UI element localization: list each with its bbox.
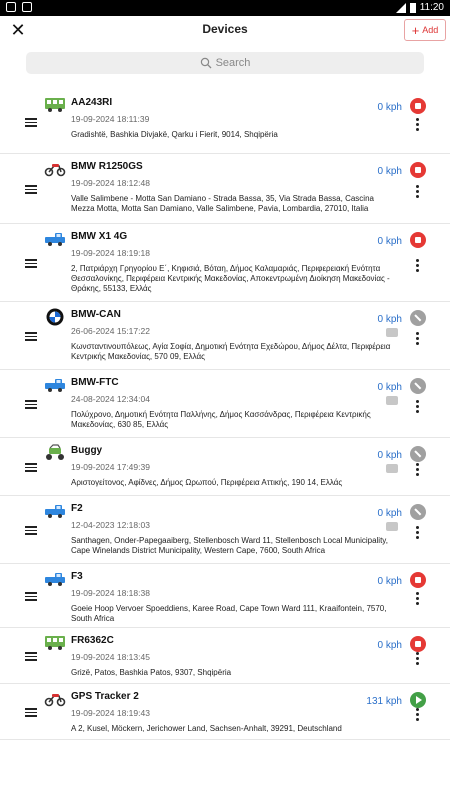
app-header (0, 16, 450, 44)
engine-icon (386, 328, 398, 337)
search-input[interactable] (26, 52, 424, 74)
device-timestamp: 19-09-2024 17:49:39 (71, 462, 150, 472)
device-speed: 0 kph (377, 102, 402, 113)
device-timestamp: 24-08-2024 12:34:04 (71, 394, 150, 404)
device-address: A 2, Kusel, Möckern, Jerichower Land, Sachsen-Anhalt, 39291, Deutschland (71, 724, 342, 733)
device-row[interactable] (0, 370, 450, 438)
battery-icon (410, 3, 416, 13)
bmw-logo-icon (44, 308, 66, 326)
device-speed: 131 kph (366, 696, 402, 707)
device-row[interactable] (0, 154, 450, 224)
device-timestamp: 12-04-2023 12:18:03 (71, 520, 150, 530)
pickup-icon (44, 502, 66, 520)
status-right (396, 2, 444, 13)
drag-handle-icon[interactable] (25, 592, 37, 601)
pickup-icon (44, 376, 66, 394)
device-name: F2 (71, 503, 83, 514)
more-options-icon[interactable] (416, 400, 420, 414)
device-address: Πολύχρονο, Δημοτική Ενότητα Παλλήνης, Δήμος Κασσάνδρας, Περιφέρεια Κεντρικής Μακεδονίας, 630 85, Ελλάς (71, 410, 371, 429)
device-address: Valle Salimbene - Motta San Damiano - Strada Bassa, 35, Via Strada Bassa, Cascina Mezza Motta, Motta San Damiano, Valle Salimbene, Pavia, Lombardia, 27010, Italia (71, 194, 374, 213)
device-name: AA243RI (71, 97, 113, 108)
more-options-icon[interactable] (416, 652, 420, 666)
offline-status-icon (410, 310, 426, 326)
drag-handle-icon[interactable] (25, 463, 37, 472)
offline-status-icon (410, 446, 426, 462)
device-address: Santhagen, Onder-Papegaaiberg, Stellenbosch Ward 11, Stellenbosch Local Municipality, Cape Winelands District Municipality, Western Cape, 7600, South Africa (71, 536, 388, 555)
device-speed: 0 kph (377, 382, 402, 393)
device-timestamp: 19-09-2024 18:13:45 (71, 652, 150, 662)
more-options-icon[interactable] (416, 118, 420, 132)
device-row[interactable] (0, 302, 450, 370)
page-title: Devices (202, 22, 248, 36)
device-address: Gradishtë, Bashkia Divjakë, Qarku i Fierit, 9014, Shqipëria (71, 130, 278, 139)
stopped-status-icon (410, 232, 426, 248)
motorcycle-icon (44, 690, 66, 708)
drag-handle-icon[interactable] (25, 332, 37, 341)
device-speed: 0 kph (377, 450, 402, 461)
device-speed: 0 kph (377, 166, 402, 177)
drag-handle-icon[interactable] (25, 185, 37, 194)
device-list (0, 90, 450, 740)
device-name: BMW X1 4G (71, 231, 128, 242)
device-speed: 0 kph (377, 508, 402, 519)
device-timestamp: 26-06-2024 15:17:22 (71, 326, 150, 336)
device-row[interactable] (0, 628, 450, 684)
device-timestamp: 19-09-2024 18:19:18 (71, 248, 150, 258)
more-options-icon[interactable] (416, 185, 420, 199)
drag-handle-icon[interactable] (25, 652, 37, 661)
device-row[interactable] (0, 224, 450, 302)
stopped-status-icon (410, 98, 426, 114)
device-timestamp: 19-09-2024 18:12:48 (71, 178, 150, 188)
moving-status-icon (410, 692, 426, 708)
device-name: Buggy (71, 445, 103, 456)
device-row[interactable] (0, 496, 450, 564)
signal-icon (396, 3, 406, 13)
device-speed: 0 kph (377, 576, 402, 587)
device-row[interactable] (0, 438, 450, 496)
device-row[interactable] (0, 90, 450, 154)
plus-icon: + (411, 22, 420, 38)
stopped-status-icon (410, 162, 426, 178)
device-speed: 0 kph (377, 314, 402, 325)
device-address: Grizë, Patos, Bashkia Patos, 9307, Shqipëria (71, 668, 232, 677)
device-name: BMW-CAN (71, 309, 121, 320)
device-name: BMW-FTC (71, 377, 119, 388)
more-options-icon[interactable] (416, 259, 420, 273)
search-icon (200, 57, 212, 69)
device-address: Goeie Hoop Vervoer Spoeddiens, Karee Road, Cape Town Ward 111, Kraaifontein, 7570, South Africa (71, 604, 387, 623)
device-row[interactable] (0, 684, 450, 740)
more-options-icon[interactable] (416, 708, 420, 722)
image-icon (22, 2, 32, 12)
device-timestamp: 19-09-2024 18:18:38 (71, 588, 150, 598)
pickup-icon (44, 570, 66, 588)
device-address: Αριστογείτονος, Αφίδνες, Δήμος Ωρωπού, Περιφέρεια Αττικής, 190 14, Ελλάς (71, 478, 343, 487)
device-name: BMW R1250GS (71, 161, 143, 172)
device-row[interactable] (0, 564, 450, 628)
device-speed: 0 kph (377, 236, 402, 247)
close-button[interactable]: ✕ (10, 20, 26, 40)
drag-handle-icon[interactable] (25, 526, 37, 535)
device-name: GPS Tracker 2 (71, 691, 139, 702)
offline-status-icon (410, 378, 426, 394)
more-options-icon[interactable] (416, 526, 420, 540)
device-timestamp: 19-09-2024 18:19:43 (71, 708, 150, 718)
add-button-label: Add (422, 25, 439, 35)
search-placeholder: Search (215, 57, 251, 69)
more-options-icon[interactable] (416, 463, 420, 477)
more-options-icon[interactable] (416, 592, 420, 606)
device-timestamp: 19-09-2024 18:11:39 (71, 114, 150, 124)
more-options-icon[interactable] (416, 332, 420, 346)
device-name: FR6362C (71, 635, 114, 646)
status-bar (0, 0, 450, 16)
offline-status-icon (410, 504, 426, 520)
status-time: 11:20 (419, 2, 444, 13)
device-address: 2, Πατριάρχη Γρηγορίου Ε΄, Κηφισιά, Βόταη, Δήμος Καλαμαριάς, Περιφερειακή Ενότητα Θεσσαλονίκης, Περιφέρεια Κεντρικής Μακεδονίας, Αποκεντρωμένη Διοίκηση Μακεδονίας - Θράκης, 55133, Ελλάς (71, 264, 390, 293)
status-notification-icons (6, 2, 32, 12)
engine-icon (386, 522, 398, 531)
drag-handle-icon[interactable] (25, 708, 37, 717)
device-speed: 0 kph (377, 640, 402, 651)
drag-handle-icon[interactable] (25, 118, 37, 127)
stopped-status-icon (410, 572, 426, 588)
add-device-button[interactable] (404, 19, 446, 41)
engine-icon (386, 464, 398, 473)
buggy-icon (44, 444, 66, 462)
device-name: F3 (71, 571, 83, 582)
bus-icon (44, 634, 66, 652)
drag-handle-icon[interactable] (25, 259, 37, 268)
device-address: Κωνσταντινουπόλεως, Αγία Σοφία, Δημοτική Ενότητα Εχεδώρου, Δήμος Δέλτα, Περιφέρεια Κεντρικής Μακεδονίας, 570 09, Ελλάς (71, 342, 391, 361)
engine-icon (386, 396, 398, 405)
drag-handle-icon[interactable] (25, 400, 37, 409)
stopped-status-icon (410, 636, 426, 652)
motorcycle-icon (44, 160, 66, 178)
pickup-icon (44, 230, 66, 248)
bus-icon (44, 96, 66, 114)
notification-icon (6, 2, 16, 12)
